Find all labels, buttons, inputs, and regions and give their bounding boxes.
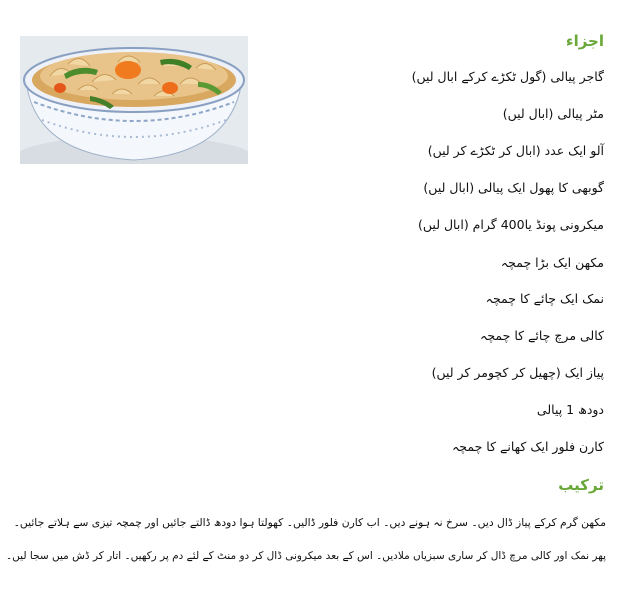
- ingredients-heading: اجزاء: [565, 32, 604, 50]
- ingredient-item: میکرونی پونڈ یا400 گرام (ابال لیں): [418, 217, 604, 232]
- ingredient-item: کارن فلور ایک کھانے کا چمچہ: [451, 439, 604, 454]
- ingredient-item: کالی مرچ چائے کا چمچہ: [480, 328, 604, 343]
- macaroni-dish-photo: [20, 36, 248, 164]
- method-step: پھر نمک اور کالی مرچ ڈال کر ساری سبزیاں ملادیں۔ اس کے بعد میکرونی ڈال کر دو منٹ کے لئے دم پر رکھیں۔ اتار کر ڈش میں سجا لیں۔: [6, 550, 606, 562]
- ingredient-item: گاجر پیالی (گول ٹکڑے کرکے ابال لیں): [411, 69, 604, 84]
- ingredient-item: پیاز ایک (چھیل کر کچومر کر لیں): [431, 365, 604, 380]
- ingredient-item: مٹر پیالی (ابال لیں): [502, 106, 604, 121]
- ingredient-item: آلو ایک عدد (ابال کر ٹکڑے کر لیں): [427, 143, 604, 158]
- method-step: مکھن گرم کرکے پیاز ڈال دیں۔ سرخ نہ ہونے دیں۔ اب کارن فلور ڈالیں۔ کھولتا ہوا دودھ ڈالتے جائیں اور چمچہ تیزی سے ہلاتے جائیں۔: [13, 516, 606, 529]
- ingredient-item: مکھن ایک بڑا چمچہ: [500, 255, 604, 270]
- macaroni-bowl-illustration: [20, 36, 248, 164]
- ingredient-item: نمک ایک چائے کا چمچہ: [485, 291, 604, 306]
- ingredient-item: دودھ 1 پیالی: [536, 402, 604, 417]
- method-heading: ترکیب: [558, 476, 604, 494]
- ingredient-item: گوبھی کا پھول ایک پیالی (ابال لیں): [423, 180, 604, 195]
